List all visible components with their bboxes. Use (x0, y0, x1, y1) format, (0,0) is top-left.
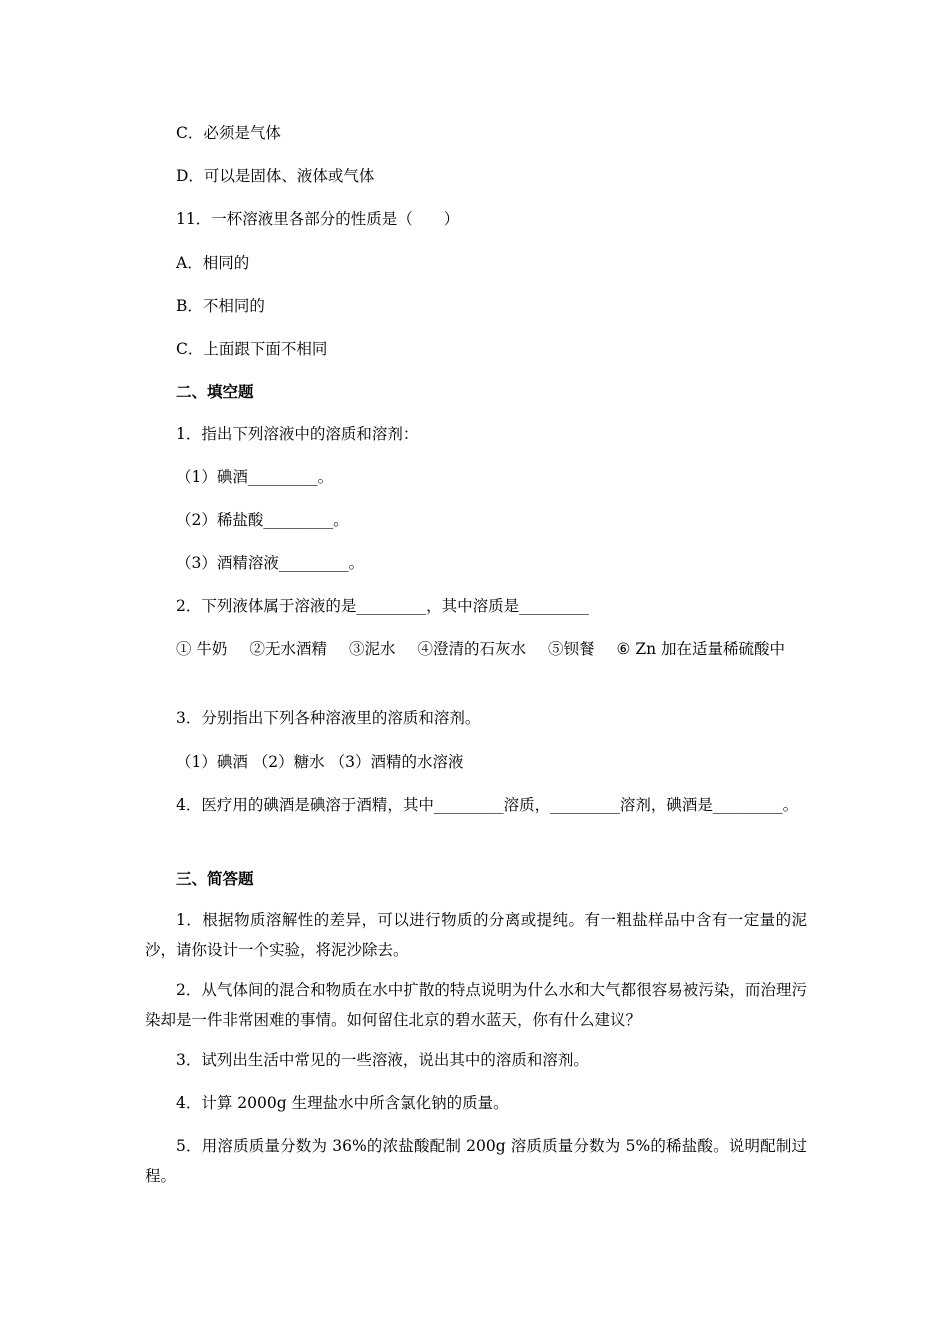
fill-q1-item-3: （3）酒精溶液_________。 (176, 554, 365, 572)
short-answer-q4: 4．计算 2000g 生理盐水中所含氯化钠的质量。 (176, 1094, 509, 1112)
short-answer-q2: 2．从气体间的混合和物质在水中扩散的特点说明为什么水和大气都很容易被污染，而治理污染却是一件非常困难的事情。如何留住北京的碧水蓝天，你有什么建议？ (145, 981, 807, 1029)
fill-q2-option: ②无水酒精 (249, 640, 327, 658)
q11-stem: 11．一杯溶液里各部分的性质是（ ） (176, 210, 460, 228)
fill-q2-options (145, 634, 807, 664)
fill-q1-stem: 1．指出下列溶液中的溶质和溶剂： (176, 425, 419, 443)
fill-q1-item-2: （2）稀盐酸_________。 (176, 511, 349, 529)
q10-option-c: C．必须是气体 (176, 124, 281, 142)
short-answer-q1: 1．根据物质溶解性的差异，可以进行物质的分离或提纯。有一粗盐样品中含有一定量的泥沙，请你设计一个实验，将泥沙除去。 (145, 911, 807, 959)
section-3-title: 三、简答题 (176, 869, 254, 888)
short-answer-q5: 5．用溶质质量分数为 36%的浓盐酸配制 200g 溶质质量分数为 5%的稀盐酸。说明配制过程。 (145, 1137, 807, 1185)
q10-option-d: D．可以是固体、液体或气体 (176, 167, 375, 185)
section-2-title: 二、填空题 (176, 382, 254, 401)
fill-q3-items: （1）碘酒 （2）糖水 （3）酒精的水溶液 (176, 753, 464, 771)
fill-q2-option: ④澄清的石灰水 (417, 640, 526, 658)
fill-q1-item-1: （1）碘酒_________。 (176, 468, 334, 486)
fill-q4: 4．医疗用的碘酒是碘溶于酒精，其中_________溶质，_________溶剂，碘酒是_________。 (176, 796, 799, 814)
fill-q2-option: ⑥ Zn 加在适量稀硫酸中 (616, 640, 786, 658)
fill-q2-stem: 2．下列液体属于溶液的是_________，其中溶质是_________ (176, 597, 589, 615)
fill-q2-option: ① 牛奶 (176, 640, 228, 658)
q11-option-b: B．不相同的 (176, 297, 265, 315)
fill-q2-option: ③泥水 (348, 640, 396, 658)
fill-q2-option: ⑤钡餐 (547, 640, 595, 658)
q11-option-a: A．相同的 (176, 254, 250, 272)
short-answer-q3: 3．试列出生活中常见的一些溶液，说出其中的溶质和溶剂。 (176, 1051, 589, 1069)
fill-q3-stem: 3．分别指出下列各种溶液里的溶质和溶剂。 (176, 709, 481, 727)
q11-option-c: C．上面跟下面不相同 (176, 340, 328, 358)
